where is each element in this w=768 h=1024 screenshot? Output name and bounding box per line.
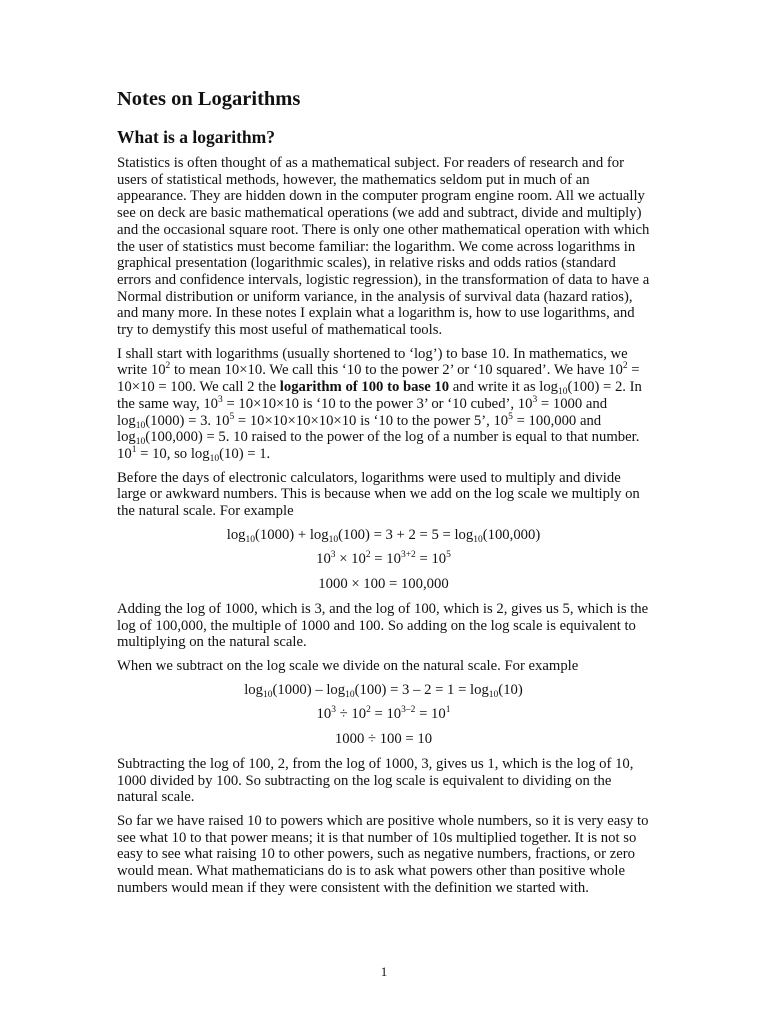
paragraph-subtracting: Subtracting the log of 100, 2, from the log of 1000, 3, gives us 1, which is the log of 10, 1000 divided by 100. So subtracting on the log scale is equivalent to dividing on the natural scale. bbox=[117, 755, 634, 806]
page-title: Notes on Logarithms bbox=[117, 88, 301, 110]
equation-natural-quotient: 1000 ÷ 100 = 10 bbox=[334, 731, 433, 748]
equation-log-subtraction: $\log_{10}(1000) - \log_{10}(100) = 3 - 2 = 1 = \log_{10}(10)$ bbox=[244, 681, 523, 700]
paragraph-subtract-intro: When we subtract on the log scale we divide on the natural scale. For example bbox=[117, 657, 579, 674]
equation-log-addition: $\log_{10}(1000) + \log_{10}(100) = 3 + 2 = 5 = \log_{10}(100,000)$ bbox=[226, 526, 541, 545]
equation-group-divide bbox=[117, 682, 650, 748]
paragraph-adding: Adding the log of 1000, which is 3, and the log of 100, which is 2, gives us 5, which is the log of 100,000, the multiple of 1000 and 100. So adding on the log scale is equivalent to multiplying on the natural scale. bbox=[117, 600, 649, 651]
equation-power-quotient: $10^3 \div 10^2 = 10^{3-2} = 10^1$ bbox=[316, 705, 451, 723]
bold-definition: logarithm of 100 to base 10 bbox=[279, 379, 450, 396]
equation-natural-product: 1000 × 100 = 100,000 bbox=[318, 576, 449, 593]
page-number: 1 bbox=[380, 964, 388, 979]
section-heading: What is a logarithm? bbox=[117, 127, 275, 147]
paragraph-powers: So far we have raised 10 to powers which are positive whole numbers, so it is very easy to see what 10 to that power means; it is that number of 10s multiplied together. It is not so easy to see what raising 10 to other powers, such as negative numbers, fractions, or zero would mean. What mathematicians do is to ask what powers other than positive whole numbers would mean if they were consistent with the definition we started with. bbox=[117, 812, 649, 896]
paragraph-calculators: Before the days of electronic calculators, logarithms were used to multiply and divide large or awkward numbers. This is because when we add on the log scale we multiply on the natural scale. For example bbox=[117, 469, 640, 520]
equation-power-product: $10^3 \times 10^2 = 10^{3+2} = 10^5$ bbox=[316, 550, 451, 568]
paragraph-base-ten: I shall start with logarithms (usually shortened to ‘log’) to base 10. In mathematics, we write $10^2$ to mean 10×10. We call this ‘10 to the power 2’ or ‘10 squared’. We have $10^2 = 10\times 10 = 100$. We call 2 the logarithm of 100 to base 10 and write it as $\log_{10}(100) = 2$. In the same way, $10^3 = 10\times 10\times 10$ is ‘10 to the power 3’ or ‘10 cubed’, $10^3 = 1000$ and $\log_{10}(1000) = 3$. $10^5 = 10\times 10\times 10\times 10\times 10$ is ‘10 to the power 5’, $10^5 = 100,000$ and $\log_{10}(100,000) = 5$. 10 raised to the power of the log of a number is equal to that number. $10^1 = 10$, so $\log_{10}(10) = 1$. bbox=[117, 345, 642, 464]
equation-group-multiply bbox=[117, 527, 650, 593]
paragraph-intro: Statistics is often thought of as a mathematical subject. For readers of research and for users of statistical methods, however, the mathematics seldom put in much of an appearance. They are hidden down in the computer program engine room. All we actually see on deck are basic mathematical operations (we add and subtract, divide and multiply) and the occasional square root. There is only one other mathematical operation with which the user of statistics must become familiar: the logarithm. We come across logarithms in graphical presentation (logarithmic scales), in relative risks and odds ratios (standard errors and confidence intervals, logistic regression), in the transformation of data to have a Normal distribution or uniform variance, in the analysis of survival data (hazard ratios), and many more. In these notes I explain what a logarithm is, how to use logarithms, and try to demystify this most useful of mathematical tools. bbox=[117, 155, 650, 339]
